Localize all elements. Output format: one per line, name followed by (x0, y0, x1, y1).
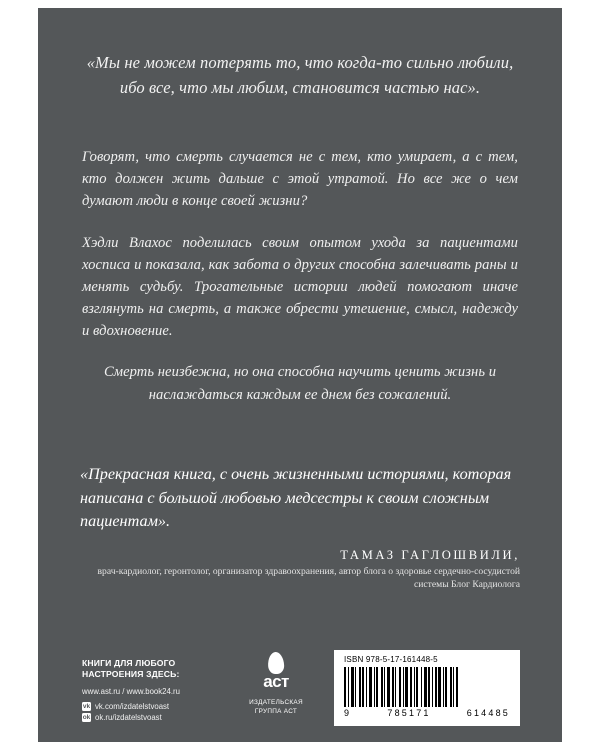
flame-shape (267, 652, 284, 675)
ok-icon: ok (82, 714, 91, 722)
social-handle: ok.ru/izdatelstvoast (95, 713, 162, 723)
review-quote: «Прекрасная книга, с очень жизненными историями, которая написана с большой любовью медсестры к своим сложным пациентам». (80, 465, 512, 531)
ean-digits (344, 708, 512, 718)
publisher-contacts (82, 658, 242, 724)
vk-icon: vk (82, 703, 91, 711)
epigraph-quote: «Мы не можем потерять то, что когда-то сильно любили, ибо все, что мы любим, становится частью нас». (86, 53, 514, 98)
blurb-text-block (82, 146, 518, 425)
blurb-paragraph: Хэдли Влахос поделилась своим опытом ухода за пациентами хосписа и показала, как забота о других способна залечивать раны и менять судьбу. Трогательные истории людей помогают иначе взглянуть на смерть, а также обрести утешение, смысл, надежду и вдохновение. (82, 234, 518, 340)
barcode-bars (344, 667, 512, 707)
review-author-role: врач-кардиолог, геронтолог, организатор здравоохранения, автор блога о здоровье сердечно-сосудистой системы Блог Кардиолога (97, 565, 520, 590)
social-handle: vk.com/izdatelstvoast (95, 702, 170, 712)
social-link-ok[interactable] (82, 713, 242, 722)
ean-left-digit: 9 (344, 708, 352, 718)
review-block (80, 463, 520, 591)
review-author-name: ТАМАЗ ГАГЛОШВИЛИ, (340, 547, 520, 562)
publisher-website[interactable]: www.ast.ru / www.book24.ru (82, 686, 180, 696)
cover-footer (38, 638, 562, 742)
publisher-logo (234, 652, 318, 716)
publisher-tagline-line2: НАСТРОЕНИЯ ЗДЕСЬ: (82, 669, 180, 680)
ean-right-digits: 614485 (466, 708, 510, 718)
publisher-name-line1: ИЗДАТЕЛЬСКАЯ (249, 699, 303, 706)
ast-flame-icon (253, 652, 299, 696)
barcode-block (334, 650, 520, 726)
ast-logo-letters: аст (263, 672, 289, 691)
blurb-paragraph: Говорят, что смерть случается не с тем, кто умирает, а с тем, кто должен жить дальше с этой утратой. Но все же о чем думают люди в конце своей жизни? (82, 149, 518, 210)
blurb-paragraph: Смерть неизбежна, но она способна научить ценить жизнь и наслаждаться каждым ее днем без сожалений. (103, 364, 497, 403)
publisher-tagline-line1: КНИГИ ДЛЯ ЛЮБОГО (82, 658, 176, 668)
isbn-text: ISBN 978-5-17-161448-5 (344, 655, 438, 664)
publisher-name-line2: ГРУППА АСТ (254, 707, 298, 715)
book-cover (38, 8, 562, 742)
ean-mid-digits: 785171 (387, 708, 431, 718)
social-link-vk[interactable] (82, 702, 242, 711)
